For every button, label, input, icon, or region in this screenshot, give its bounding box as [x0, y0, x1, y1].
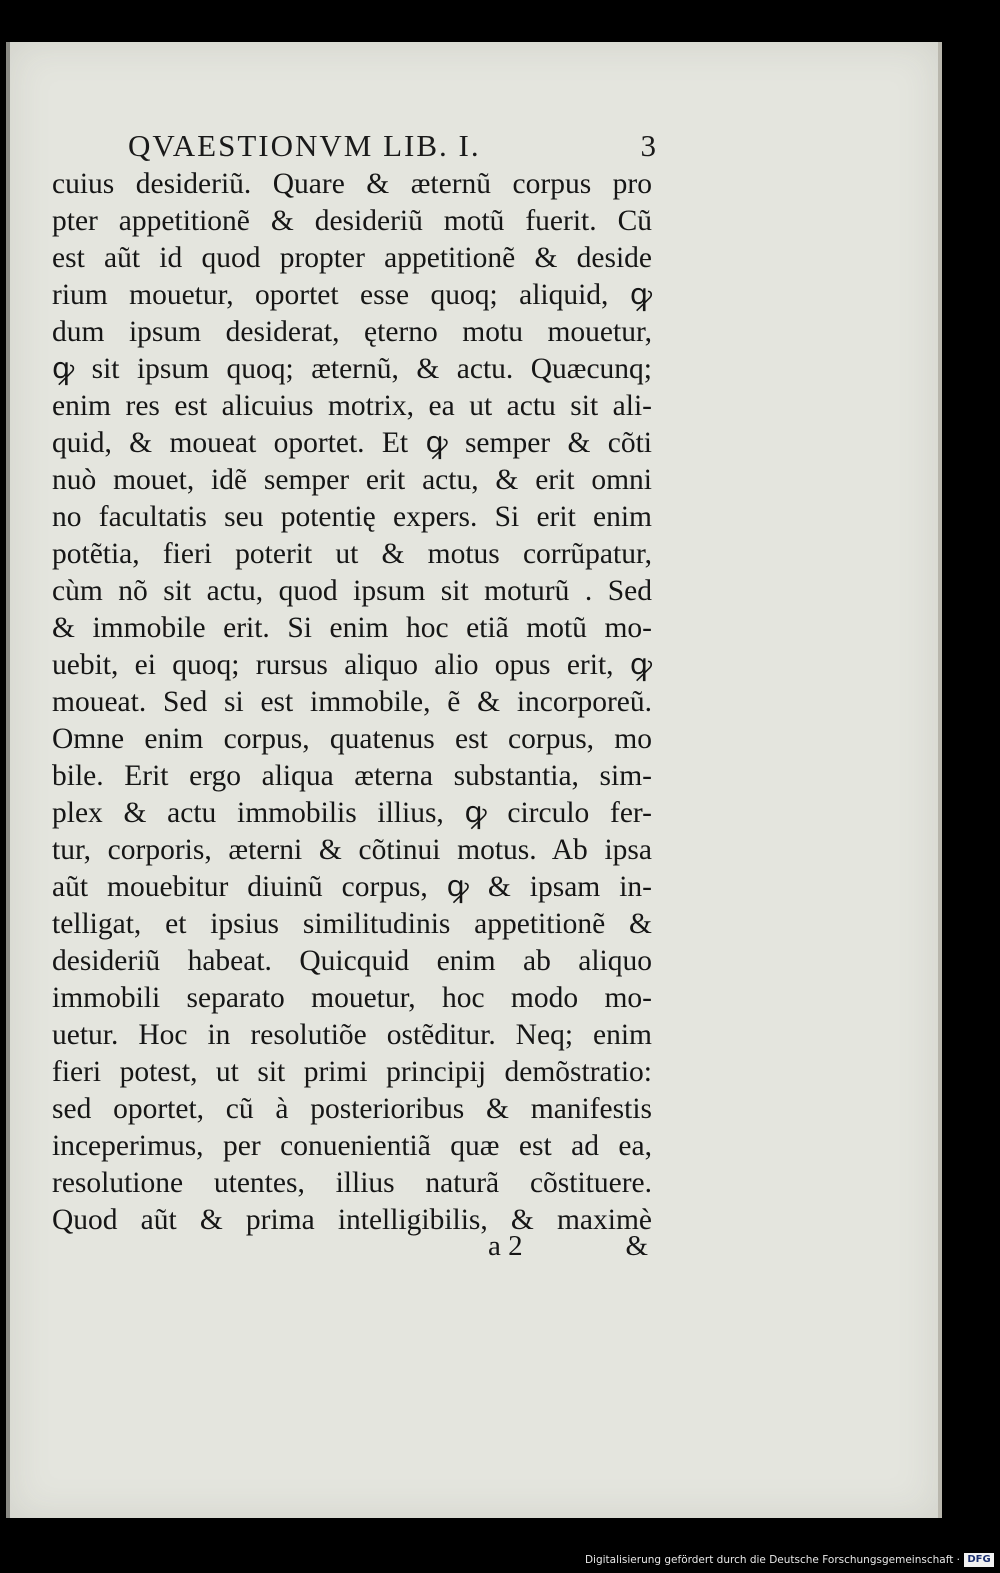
text-block	[52, 166, 652, 1239]
funding-bar	[0, 1548, 1000, 1573]
running-head	[128, 126, 658, 166]
text-line: uetur. Hoc in resolutiõe ostẽditur. Neq; enim	[52, 1019, 652, 1051]
text-line: uebit, ei quoq; rursus aliquo alio opus erit, ꝙ	[52, 649, 652, 681]
text-line: nuò mouet, idẽ semper erit actu, & erit omni	[52, 464, 652, 496]
dfg-logo: DFG	[964, 1553, 994, 1567]
text-line: est aũt id quod propter appetitionẽ & deside	[52, 242, 652, 274]
text-line: desideriũ habeat. Quicquid enim ab aliquo	[52, 945, 652, 977]
text-line: sed oportet, cũ à posterioribus & manifestis	[52, 1093, 652, 1125]
text-line: no facultatis seu potentię expers. Si erit enim	[52, 501, 652, 533]
text-line: bile. Erit ergo aliqua æterna substantia, sim-	[52, 760, 652, 792]
catchword: &	[625, 1230, 648, 1262]
running-head-title: QVAESTIONVM LIB. I.	[128, 128, 481, 163]
text-line: resolutione utentes, illius naturã cõstituere.	[52, 1167, 652, 1199]
text-line: fieri potest, ut sit primi principij demõstratio:	[52, 1056, 652, 1088]
signature-mark: a 2	[488, 1230, 523, 1262]
text-line: rium mouetur, oportet esse quoq; aliquid, ꝙ	[52, 279, 652, 311]
text-line: moueat. Sed si est immobile, ẽ & incorporeũ.	[52, 686, 652, 718]
text-line: ꝙ sit ipsum quoq; æternũ, & actu. Quæcunq;	[52, 353, 652, 385]
text-line: plex & actu immobilis illius, ꝙ circulo fer-	[52, 797, 652, 829]
text-line: inceperimus, per conuenientiã quæ est ad ea,	[52, 1130, 652, 1162]
text-line: quid, & moueat oportet. Et ꝙ semper & cõti	[52, 427, 652, 459]
text-line: pter appetitionẽ & desideriũ motũ fuerit. Cũ	[52, 205, 652, 237]
page-footer	[488, 1228, 648, 1264]
text-line: enim res est alicuius motrix, ea ut actu sit ali-	[52, 390, 652, 422]
text-line: cuius desideriũ. Quare & æternũ corpus pro	[52, 168, 652, 200]
text-line: Quod aũt & prima intelligibilis, & maximè	[52, 1204, 652, 1236]
text-line: & immobile erit. Si enim hoc etiã motũ mo-	[52, 612, 652, 644]
text-line: aũt mouebitur diuinũ corpus, ꝙ & ipsam in-	[52, 871, 652, 903]
text-line: tur, corporis, æterni & cõtinui motus. Ab ipsa	[52, 834, 652, 866]
funding-note: Digitalisierung gefördert durch die Deutsche Forschungsgemeinschaft ·	[584, 1554, 960, 1566]
text-line: potẽtia, fieri poterit ut & motus corrũpatur,	[52, 538, 652, 570]
text-line: dum ipsum desiderat, ęterno motu mouetur,	[52, 316, 652, 348]
text-line: Omne enim corpus, quatenus est corpus, mo	[52, 723, 652, 755]
text-line: telligat, et ipsius similitudinis appetitionẽ &	[52, 908, 652, 940]
text-line: cùm nõ sit actu, quod ipsum sit moturũ . Sed	[52, 575, 652, 607]
page-right-edge	[938, 42, 942, 1518]
page-number: 3	[640, 128, 658, 163]
text-line: immobili separato mouetur, hoc modo mo-	[52, 982, 652, 1014]
